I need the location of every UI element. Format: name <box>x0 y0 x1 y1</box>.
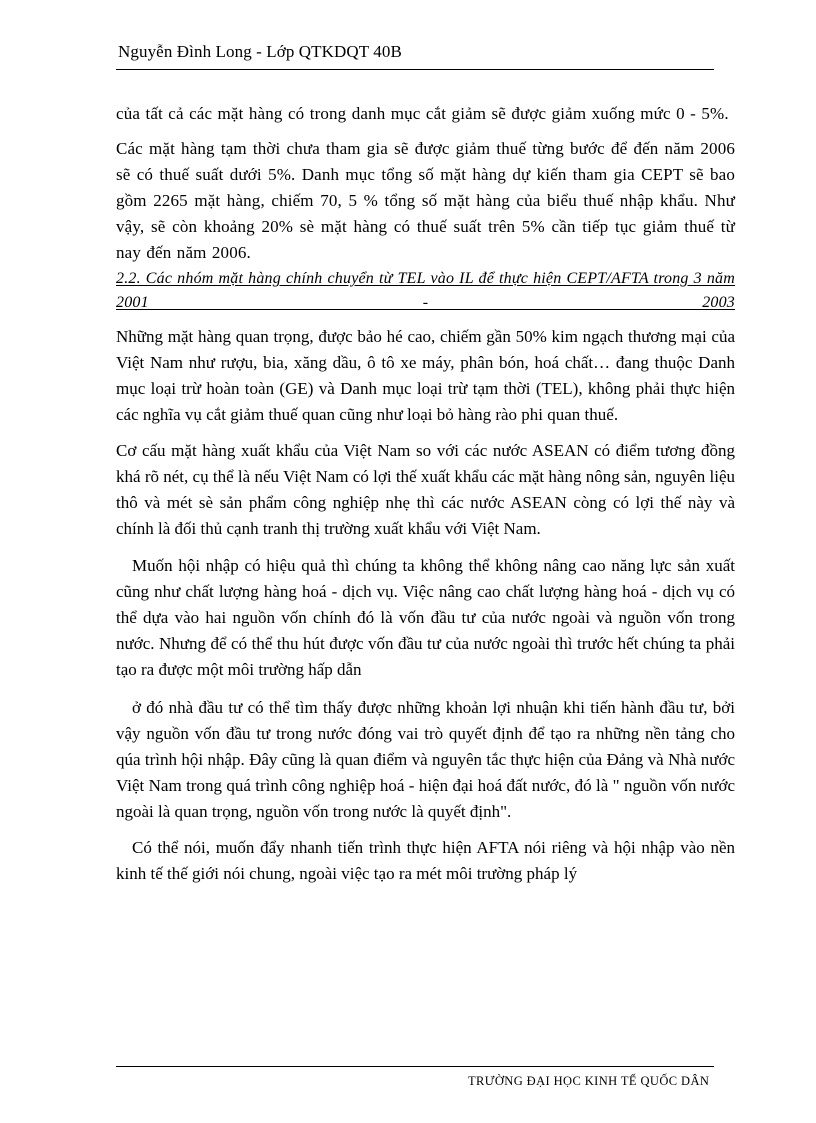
body-paragraph-3: Những mặt hàng quan trọng, được bảo hé cao, chiếm gần 50% kim ngạch thương mại của Việt Nam như rượu, bia, xăng dầu, ô tô xe máy, phân bón, hoá chất… đang thuộc Danh mục loại trừ hoàn toàn (GE) và Danh mục loại trừ tạm thời (TEL), không phải thực hiện các nghĩa vụ cắt giảm thuế quan cũng như loại bỏ hàng rào phi quan thuế. <box>116 327 735 424</box>
body-paragraph-2: Các mặt hàng tạm thời chưa tham gia sẽ được giảm thuế từng bước để đến năm 2006 sẽ có thuế suất dưới 5%. Danh mục tổng số mặt hàng dự kiến tham gia CEPT sẽ bao gồm 2265 mặt hàng, chiếm 70, 5 % tổng số mặt hàng của biểu thuế nhập khẩu. Như vậy, sẽ còn khoảng 20% sè mặt hàng có thuế suất trên 5% cần tiếp tục giảm thuế từ nay đến năm 2006. <box>116 139 735 262</box>
page-header-title: Nguyễn Đình Long - Lớp QTKDQT 40B <box>118 42 402 61</box>
body-paragraph-1: của tất cả các mặt hàng có trong danh mục cắt giảm sẽ được giảm xuống mức 0 - 5%. <box>116 104 729 123</box>
document-body <box>116 101 735 887</box>
body-paragraph-7: Có thể nói, muốn đẩy nhanh tiến trình thực hiện AFTA nói riêng và hội nhập vào nền kinh tế thế giới nói chung, ngoài việc tạo ra mét môi trường pháp lý <box>116 838 735 883</box>
body-paragraph-6: ở đó nhà đầu tư có thể tìm thấy được những khoản lợi nhuận khi tiến hành đầu tư, bởi vậy nguồn vốn đầu tư trong nước đóng vai trò quyết định để tạo ra những nền tảng cho qúa trình hội nhập. Đây cũng là quan điểm và nguyên tắc thực hiện của Đảng và Nhà nước Việt Nam trong quá trình công nghiệp hoá - hiện đại hoá đất nước, đó là " nguồn vốn nước ngoài là quan trọng, nguồn vốn trong nước là quyết định". <box>116 698 735 821</box>
body-paragraph-5: Muốn hội nhập có hiệu quả thì chúng ta không thể không nâng cao năng lực sản xuất cũng như chất lượng hàng hoá - dịch vụ. Việc nâng cao chất lượng hàng hoá - dịch vụ có thể dựa vào hai nguồn vốn chính đó là vốn đầu tư của nước ngoài và nguồn vốn trong nước. Nhưng để có thể thu hút được vốn đầu tư của nước ngoài thì trước hết chúng ta phải tạo ra được một môi trường hấp dẫn <box>116 556 735 679</box>
page-footer-text: TRƯỜNG ĐẠI HỌC KINH TẾ QUỐC DÂN <box>468 1074 710 1088</box>
body-paragraph-4: Cơ cấu mặt hàng xuất khẩu của Việt Nam so với các nước ASEAN có điểm tương đồng khá rõ nét, cụ thể là nếu Việt Nam có lợi thế xuất khẩu các mặt hàng nông sản, nguyên liệu thô và mét sè sản phẩm công nghiệp nhẹ thì các nước ASEAN còng có lợi thế này và chính là đối thủ cạnh tranh thị trường xuất khẩu với Việt Nam. <box>116 441 735 538</box>
section-heading: 2.2. Các nhóm mặt hàng chính chuyển từ TEL vào IL để thực hiện CEPT/AFTA trong 3 năm 2001 - 2003 <box>116 270 735 311</box>
header-divider <box>116 69 714 70</box>
footer-divider <box>116 1066 714 1067</box>
